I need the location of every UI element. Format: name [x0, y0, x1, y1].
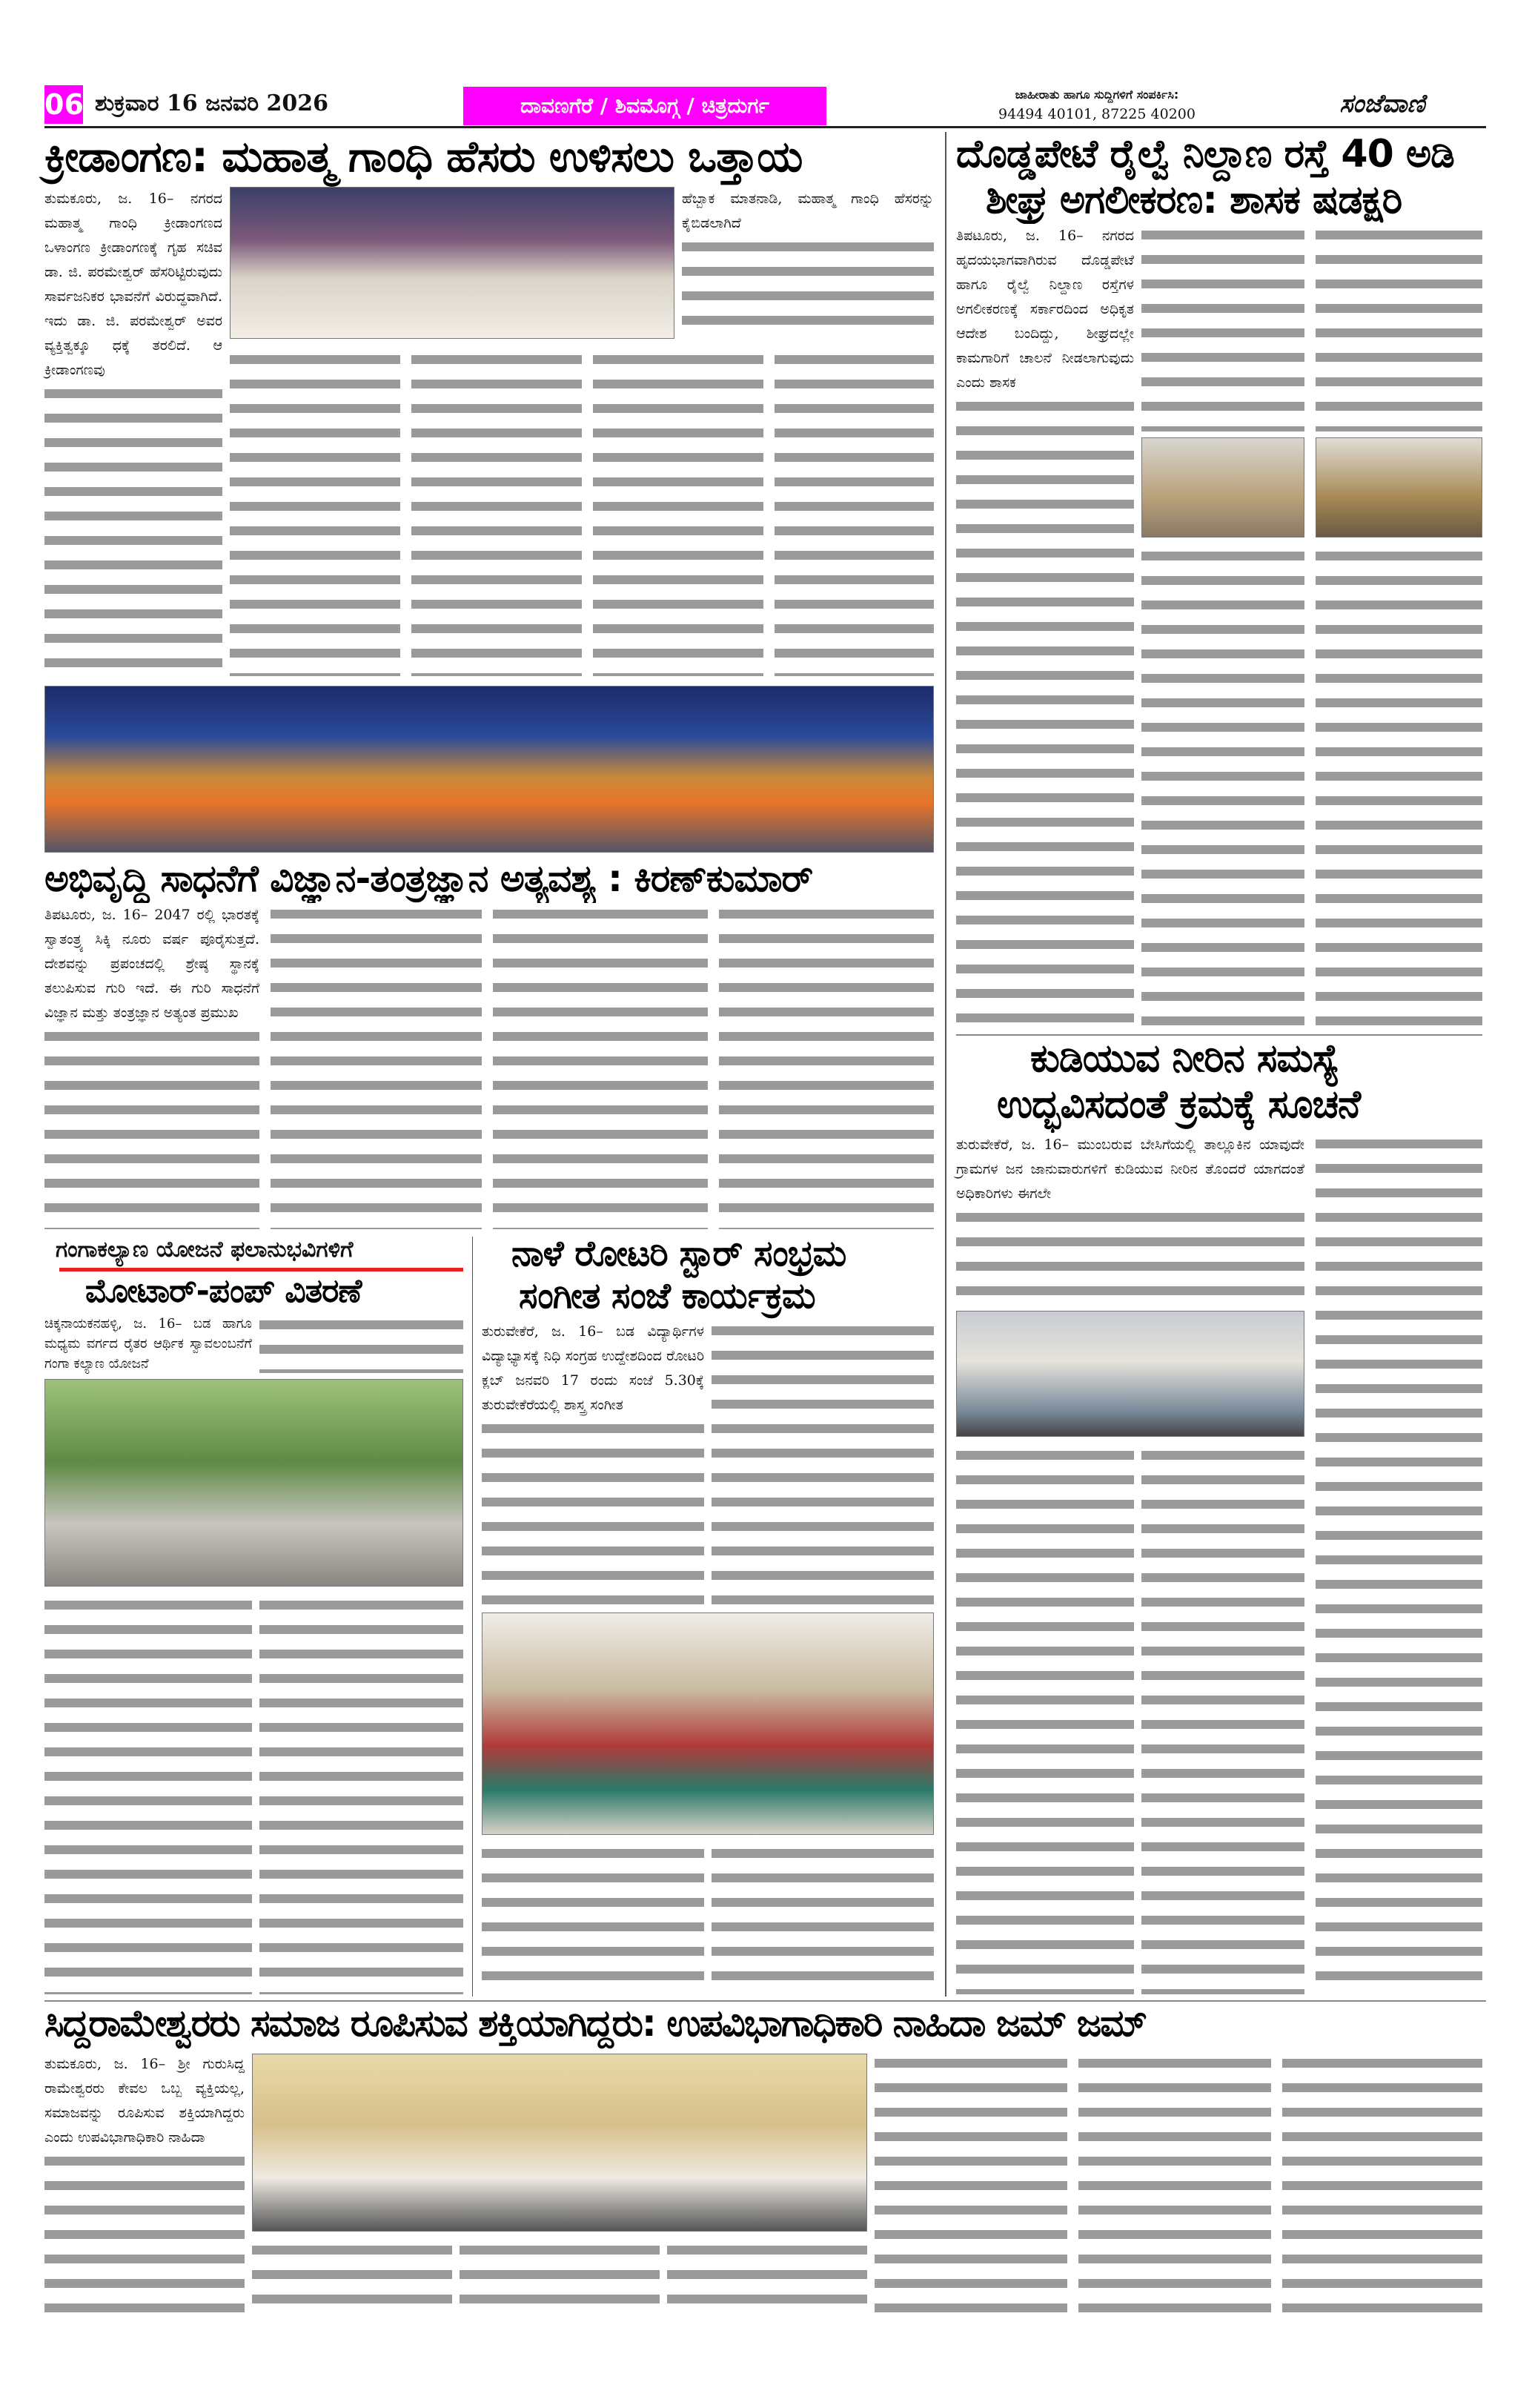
logo-text: ಸಂಜೆವಾಣಿ: [1339, 89, 1425, 119]
column-divider: [472, 1237, 473, 1997]
header-rule: [44, 126, 1486, 128]
column-divider: [945, 132, 946, 1997]
siddarameshwara-body-col: [460, 2239, 660, 2319]
stadium-body-col: [230, 348, 400, 676]
meeting-photo: [956, 1311, 1304, 1437]
rotary-body-col: [712, 1842, 934, 1994]
ceremony-photo: [252, 2054, 867, 2232]
water-headline-2: ಉದ್ಭವಿಸದಂತೆ ಕ್ರಮಕ್ಕೆ ಸೂಚನೆ: [997, 1082, 1361, 1127]
railway-lead: ತಿಪಟೂರು, ಜ. 16– ನಗರದ ಹೃದಯಭಾಗವಾಗಿರುವ ದೊಡ್ಡಪೇಟೆ ಹಾಗೂ ರೈಲ್ವೆ ನಿಲ್ದಾಣ ರಸ್ತೆಗಳ ಅಗಲೀಕರಣಕ್ಕೆ ಸರ್ಕಾರದಿಂದ ಅಧಿಕೃತ ಆದೇಶ ಬಂದಿದ್ದು, ಶೀಘ್ರದಲ್ಲೇ ಕಾಮಗಾರಿಗೆ ಚಾಲನೆ ನೀಡಲಾಗುವುದು ಎಂದು ಶಾಸಕ: [956, 224, 1134, 395]
water-lead: ತುರುವೇಕೆರೆ, ಜ. 16– ಮುಂಬರುವ ಬೇಸಿಗೆಯಲ್ಲಿ ತಾಲ್ಲೂಕಿನ ಯಾವುದೇ ಗ್ರಾಮಗಳ ಜನ ಜಾನುವಾರುಗಳಿಗೆ ಕುಡಿಯುವ ನೀರಿನ ತೊಂದರೆ ಯಾಗದಂತೆ ಅಧಿಕಾರಿಗಳು ಈಗಲೇ: [956, 1133, 1304, 1206]
ganga-body-col: [44, 1314, 252, 1373]
siddarameshwara-body-col: [1282, 2052, 1482, 2319]
railway-headline-2: ಶೀಘ್ರ ಅಗಲೀಕರಣ: ಶಾಸಕ ಷಡಕ್ಷರಿ: [986, 178, 1402, 222]
water-body-col: [1316, 1133, 1482, 1994]
stadium-photo: [230, 187, 674, 339]
railway-body-col: [1141, 545, 1304, 1028]
rotary-lead: ತುರುವೇಕೆರೆ, ಜ. 16– ಬಡ ವಿದ್ಯಾರ್ಥಿಗಳ ವಿದ್ಯಾಭ್ಯಾಸಕ್ಕೆ ನಿಧಿ ಸಂಗ್ರಹ ಉದ್ದೇಶದಿಂದ ರೋಟರಿ ಕ್ಲಬ್ ಜನವರಿ 17 ರಂದು ಸಂಜೆ 5.30ಕ್ಕೆ ತುರುವೇಕೆರೆಯಲ್ಲಿ ಶಾಸ್ತ್ರ ಸಂಗೀತ: [482, 1320, 704, 1418]
siddarameshwara-headline: ಸಿದ್ದರಾಮೇಶ್ವರರು ಸಮಾಜ ರೂಪಿಸುವ ಶಕ್ತಿಯಾಗಿದ್ದರು: ಉಪವಿಭಾಗಾಧಿಕಾರಿ ನಾಹಿದಾ ಜಮ್ ಜಮ್: [44, 2002, 1146, 2045]
stadium-body-col: [44, 187, 222, 676]
ganga-body-col: [259, 1314, 463, 1373]
section-rule: [956, 1034, 1482, 1036]
officials-photo: [1316, 437, 1482, 538]
science-event-photo: [44, 686, 934, 853]
contact-label: ಜಾಹೀರಾತು ಹಾಗೂ ಸುದ್ದಿಗಳಿಗೆ ಸಂಪರ್ಕಿಸಿ:: [1015, 87, 1179, 102]
railway-body-col: [956, 224, 1134, 1028]
ganga-lead: ಚಿಕ್ಕನಾಯಕನಹಳ್ಳಿ, ಜ. 16– ಬಡ ಹಾಗೂ ಮಧ್ಯಮ ವರ್ಗದ ರೈತರ ಆರ್ಥಿಕ ಸ್ವಾವಲಂಬನೆಗೆ ಗಂಗಾ ಕಲ್ಯಾಣ ಯೋಜನೆ: [44, 1314, 252, 1374]
newspaper-logo: [1282, 85, 1482, 122]
siddarameshwara-body-col: [1078, 2052, 1271, 2319]
railway-body-col: [1316, 224, 1482, 431]
page-number: 06: [44, 85, 83, 124]
stadium-side-col: [682, 187, 934, 339]
siddarameshwara-body-col: [667, 2239, 867, 2319]
water-body-col: [1141, 1444, 1304, 1994]
siddarameshwara-body-col: [875, 2052, 1067, 2319]
rotary-body-col: [482, 1320, 704, 1605]
rotary-body-col: [712, 1320, 934, 1605]
ganga-red-rule: [59, 1268, 463, 1271]
science-body-col: [493, 903, 708, 1229]
siddarameshwara-body-col: [252, 2239, 452, 2319]
issue-date: ಶುಕ್ರವಾರ 16 ಜನವರಿ 2026: [95, 90, 328, 116]
stadium-body-col: [775, 348, 934, 676]
railway-body-col: [1316, 545, 1482, 1028]
railway-headline-1: ದೊಡ್ಡಪೇಟೆ ರೈಲ್ವೆ ನಿಲ್ದಾಣ ರಸ್ತೆ 40 ಅಡಿ: [956, 132, 1454, 176]
ganga-body-col: [259, 1594, 463, 1994]
contact-numbers: 94494 40101, 87225 40200: [998, 106, 1196, 122]
rotary-headline-2: ಸಂಗೀತ ಸಂಜೆ ಕಾರ್ಯಕ್ರಮ: [519, 1275, 815, 1317]
water-headline-1: ಕುಡಿಯುವ ನೀರಿನ ಸಮಸ್ಯೆ: [1030, 1036, 1339, 1081]
stadium-lead: ತುಮಕೂರು, ಜ. 16– ನಗರದ ಮಹಾತ್ಮ ಗಾಂಧಿ ಕ್ರೀಡಾಂಗಣದ ಒಳಾಂಗಣ ಕ್ರೀಡಾಂಗಣಕ್ಕೆ ಗೃಹ ಸಚಿವ ಡಾ. ಜಿ. ಪರಮೇಶ್ವರ್ ಹೆಸರಿಟ್ಟಿರುವುದು ಸಾರ್ವಜನಿಕರ ಭಾವನೆಗೆ ವಿರುದ್ಧವಾಗಿದೆ. ಇದು ಡಾ. ಜಿ. ಪರಮೇಶ್ವರ್ ಅವರ ವ್ಯಕ್ತಿತ್ವಕ್ಕೂ ಧಕ್ಕೆ ತರಲಿದೆ. ಆ ಕ್ರೀಡಾಂಗಣವು: [44, 187, 222, 383]
ganga-body-col: [44, 1594, 252, 1994]
science-body-col: [719, 903, 934, 1229]
ganga-headline: ಮೋಟಾರ್-ಪಂಪ್ ವಿತರಣೆ: [85, 1272, 362, 1310]
siddarameshwara-body-col: [44, 2052, 245, 2319]
science-headline: ಅಭಿವೃದ್ಧಿ ಸಾಧನೆಗೆ ವಿಜ್ಞಾನ-ತಂತ್ರಜ್ಞಾನ ಅತ್ಯವಶ್ಯ : ಕಿರಣ್‌ಕುಮಾರ್: [44, 857, 813, 900]
stadium-headline: ಕ್ರೀಡಾಂಗಣ: ಮಹಾತ್ಮ ಗಾಂಧಿ ಹೆಸರು ಉಳಿಸಲು ಒತ್ತಾಯ: [44, 131, 803, 182]
rotary-headline-1: ನಾಳೆ ರೋಟರಿ ಸ್ಟಾರ್ ಸಂಭ್ರಮ: [511, 1233, 846, 1274]
ganga-kicker: ಗಂಗಾಕಲ್ಯಾಣ ಯೋಜನೆ ಫಲಾನುಭವಿಗಳಿಗೆ: [56, 1237, 354, 1263]
science-body-col: [44, 903, 259, 1229]
siddarameshwara-lead: ತುಮಕೂರು, ಜ. 16– ಶ್ರೀ ಗುರುಸಿದ್ದ ರಾಮೇಶ್ವರರು ಕೇವಲ ಒಬ್ಬ ವ್ಯಕ್ತಿಯಲ್ಲ, ಸಮಾಜವನ್ನು ರೂಪಿಸುವ ಶಕ್ತಿಯಾಗಿದ್ದರು ಎಂದು ಉಪವಿಭಾಗಾಧಿಕಾರಿ ನಾಹಿದಾ: [44, 2052, 245, 2150]
water-body-col: [956, 1444, 1134, 1994]
motor-pump-photo: [44, 1379, 463, 1587]
science-body-col: [271, 903, 482, 1229]
railway-body-col: [1141, 224, 1304, 431]
water-body-col: [956, 1133, 1304, 1304]
rotary-group-photo: [482, 1612, 934, 1835]
mla-photo: [1141, 437, 1304, 538]
stadium-side-lead: ಹೆಬ್ಬಾಕ ಮಾತನಾಡಿ, ಮಹಾತ್ಮ ಗಾಂಧಿ ಹೆಸರನ್ನು ಕೈಬಿಡಲಾಗಿದೆ: [682, 187, 934, 236]
rotary-body-col: [482, 1842, 704, 1994]
science-lead: ತಿಪಟೂರು, ಜ. 16– 2047 ರಲ್ಲಿ ಭಾರತಕ್ಕೆ ಸ್ವಾತಂತ್ರ್ಯ ಸಿಕ್ಕಿ ನೂರು ವರ್ಷ ಪೂರೈಸುತ್ತದೆ. ದೇಶವನ್ನು ಪ್ರಪಂಚದಲ್ಲಿ ಶ್ರೇಷ್ಠ ಸ್ಥಾನಕ್ಕೆ ತಲುಪಿಸುವ ಗುರಿ ಇದೆ. ಈ ಗುರಿ ಸಾಧನೆಗೆ ವಿಜ್ಞಾನ ಮತ್ತು ತಂತ್ರಜ್ಞಾನ ಅತ್ಯಂತ ಪ್ರಮುಖ: [44, 903, 259, 1025]
stadium-body-col: [411, 348, 582, 676]
edition-banner: ದಾವಣಗೆರೆ / ಶಿವಮೊಗ್ಗ / ಚಿತ್ರದುರ್ಗ: [463, 87, 826, 125]
stadium-body-col: [593, 348, 763, 676]
